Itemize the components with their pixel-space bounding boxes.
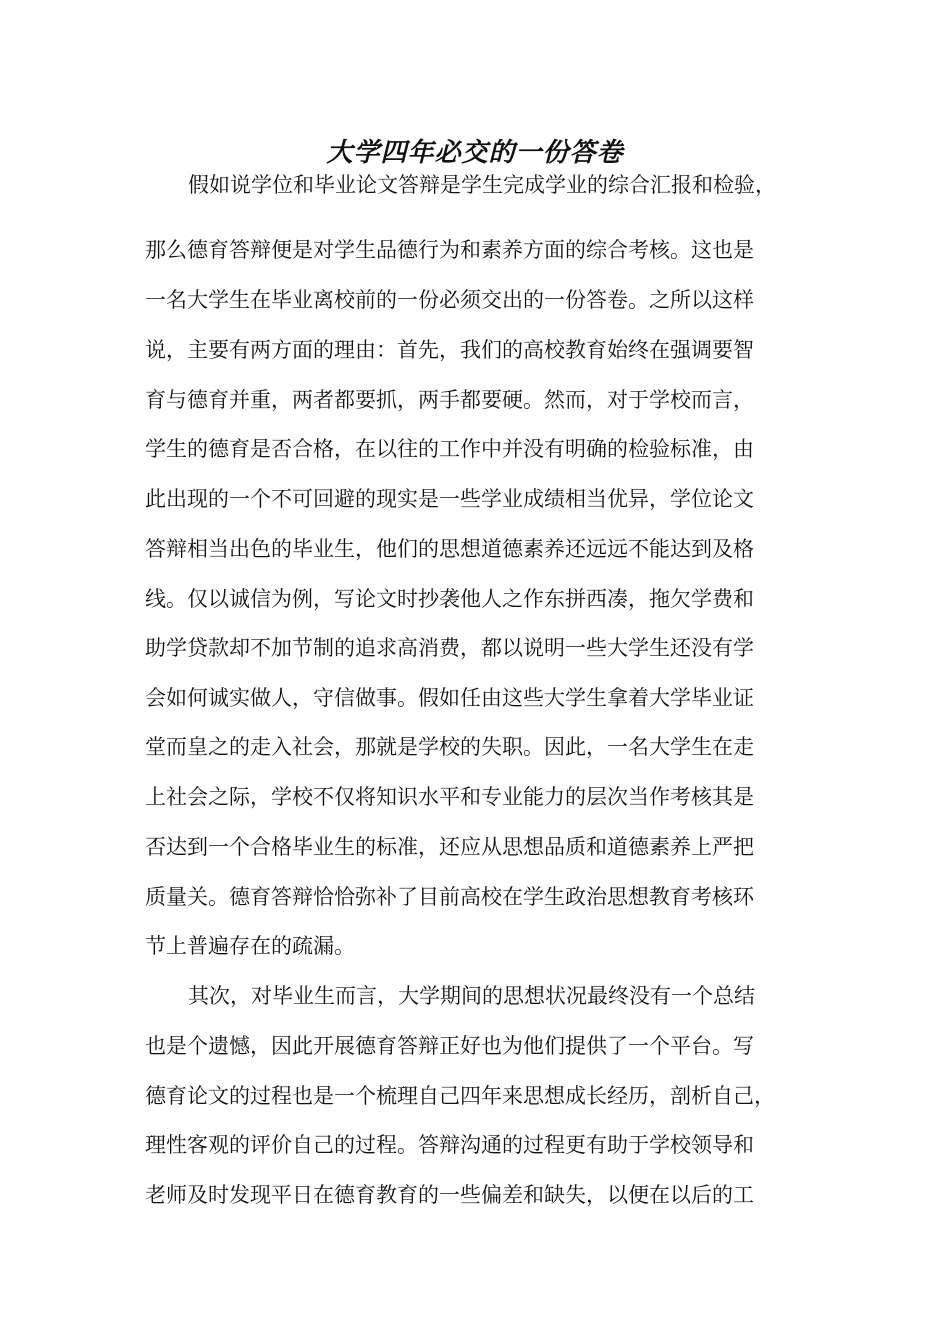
- body-line: 质量关。德育答辩恰恰弥补了目前高校在学生政治思想教育考核环: [145, 885, 754, 909]
- body-line: 理性客观的评价自己的过程。答辩沟通的过程更有助于学校领导和: [145, 1133, 754, 1157]
- body-line: 会如何诚实做人，守信做事。假如任由这些大学生拿着大学毕业证: [145, 686, 754, 710]
- body-line: 助学贷款却不加节制的追求高消费，都以说明一些大学生还没有学: [145, 636, 754, 660]
- document-title: 大学四年必交的一份答卷: [326, 138, 624, 168]
- body-line: 线。仅以诚信为例，写论文时抄袭他人之作东拼西凑，拖欠学费和: [145, 587, 754, 611]
- body-line: 说，主要有两方面的理由：首先，我们的高校教育始终在强调要智: [145, 338, 754, 362]
- body-line: 育与德育并重，两者都要抓，两手都要硬。然而，对于学校而言，: [145, 388, 754, 412]
- body-line: 上社会之际，学校不仅将知识水平和专业能力的层次当作考核其是: [145, 785, 754, 809]
- body-line: 假如说学位和毕业论文答辩是学生完成学业的综合汇报和检验，: [188, 173, 776, 197]
- body-line: 也是个遗憾，因此开展德育答辩正好也为他们提供了一个平台。写: [145, 1034, 754, 1058]
- body-line: 学生的德育是否合格，在以往的工作中并没有明确的检验标准，由: [145, 437, 754, 461]
- body-line: 否达到一个合格毕业生的标准，还应从思想品质和道德素养上严把: [145, 835, 754, 859]
- body-line: 其次，对毕业生而言，大学期间的思想状况最终没有一个总结: [188, 984, 755, 1008]
- body-line: 一名大学生在毕业离校前的一份必须交出的一份答卷。之所以这样: [145, 288, 754, 312]
- body-line: 节上普遍存在的疏漏。: [145, 934, 355, 958]
- body-line: 答辩相当出色的毕业生，他们的思想道德素养还远远不能达到及格: [145, 537, 754, 561]
- body-line: 堂而皇之的走入社会，那就是学校的失职。因此，一名大学生在走: [145, 735, 754, 759]
- body-line: 德育论文的过程也是一个梳理自己四年来思想成长经历，剖析自己，: [145, 1084, 775, 1108]
- body-line: 老师及时发现平日在德育教育的一些偏差和缺失，以便在以后的工: [145, 1183, 754, 1207]
- body-line: 此出现的一个不可回避的现实是一些学业成绩相当优异，学位论文: [145, 487, 754, 511]
- body-line: 那么德育答辩便是对学生品德行为和素养方面的综合考核。这也是: [145, 238, 754, 262]
